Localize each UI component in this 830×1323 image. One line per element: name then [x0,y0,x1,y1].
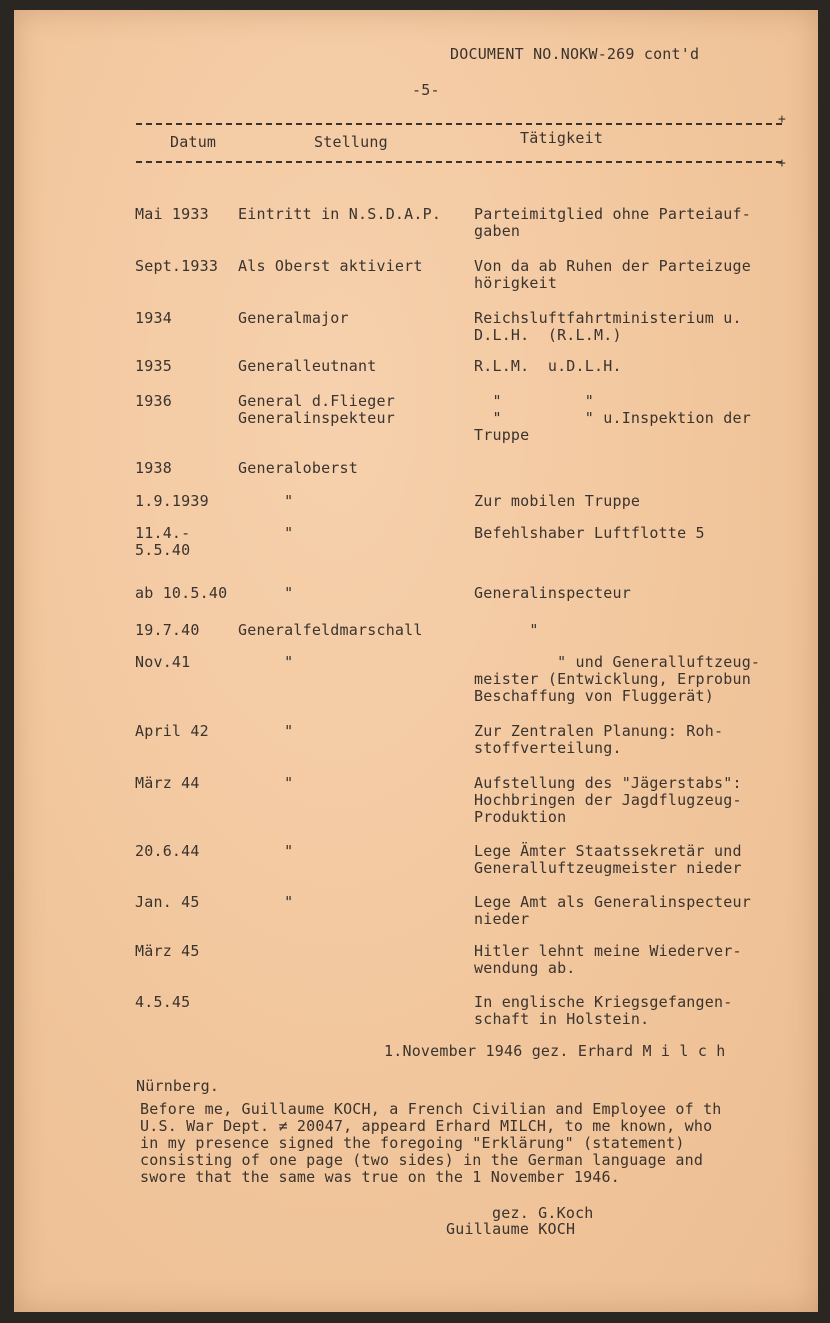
row-position: Als Oberst aktiviert [238,257,423,275]
row-position: Generalmajor [238,309,349,327]
row-date: 11.4.- [135,524,191,542]
row-position: General d.Flieger [238,392,395,410]
row-activity: Hitler lehnt meine Wiederver- [474,942,742,960]
row-activity: " [474,621,539,639]
row-activity: Lege Amt als Generalinspecteur [474,893,751,911]
row-date: März 45 [135,942,200,960]
row-position: Eintritt in N.S.D.A.P. [238,205,442,223]
row-activity: Generalinspecteur [474,584,631,602]
row-activity: " " [474,392,594,410]
row-date: 5.5.40 [135,541,191,559]
rule-end-mark: + [778,156,786,171]
row-activity: Lege Ämter Staatssekretär und [474,842,742,860]
column-header-activity: Tätigkeit [520,129,604,147]
witness-signature: gez. G.Koch [492,1204,594,1222]
row-date: 20.6.44 [135,842,200,860]
row-date: Sept.1933 [135,257,219,275]
affidavit-line: in my presence signed the foregoing "Erklärung" (statement) [140,1134,685,1152]
row-activity: Hochbringen der Jagdflugzeug- [474,791,742,809]
row-activity: schaft in Holstein. [474,1010,650,1028]
row-date: 1935 [135,357,172,375]
row-date: ab 10.5.40 [135,584,228,602]
row-activity: gaben [474,222,521,240]
row-position: " [238,584,294,602]
row-activity: hörigkeit [474,274,558,292]
row-position: " [238,893,294,911]
row-activity: Parteimitglied ohne Parteiauf- [474,205,751,223]
row-position: Generalleutnant [238,357,377,375]
row-activity: Produktion [474,808,567,826]
row-activity: Beschaffung von Fluggerät) [474,687,714,705]
row-activity: wendung ab. [474,959,576,977]
row-date: März 44 [135,774,200,792]
row-position: Generaloberst [238,459,358,477]
row-position: " [238,722,294,740]
row-position: " [238,842,294,860]
row-date: 1936 [135,392,172,410]
column-header-date: Datum [170,133,217,151]
column-header-position: Stellung [314,133,388,151]
row-date: 19.7.40 [135,621,200,639]
place-line: Nürnberg. [136,1077,220,1095]
row-date: 1934 [135,309,172,327]
row-activity: meister (Entwicklung, Erprobun [474,670,751,688]
row-activity: Truppe [474,426,530,444]
affidavit-line: Before me, Guillaume KOCH, a French Civilian and Employee of th [140,1100,722,1118]
row-activity: Aufstellung des "Jägerstabs": [474,774,742,792]
row-position: " [238,653,294,671]
row-activity: stoffverteilung. [474,739,622,757]
row-activity: In englische Kriegsgefangen- [474,993,733,1011]
row-activity: R.L.M. u.D.L.H. [474,357,622,375]
row-activity: D.L.H. (R.L.M.) [474,326,622,344]
witness-name: Guillaume KOCH [446,1220,576,1238]
document-number: DOCUMENT NO.NOKW-269 cont'd [450,45,700,63]
row-activity: Von da ab Ruhen der Parteizuge [474,257,751,275]
row-date: April 42 [135,722,209,740]
row-activity: Generalluftzeugmeister nieder [474,859,742,877]
row-activity: Zur Zentralen Planung: Roh- [474,722,724,740]
row-date: 1938 [135,459,172,477]
row-date: Jan. 45 [135,893,200,911]
row-activity: Befehlshaber Luftflotte 5 [474,524,705,542]
affidavit-line: U.S. War Dept. ≠ 20047, appeard Erhard MILCH, to me known, who [140,1117,713,1135]
rule-end-mark: + [778,112,786,127]
table-top-rule [136,123,782,125]
row-date: 1.9.1939 [135,492,209,510]
document-page [14,10,818,1312]
affidavit-line: swore that the same was true on the 1 November 1946. [140,1168,620,1186]
row-date: Mai 1933 [135,205,209,223]
row-position: " [238,774,294,792]
row-position: Generalfeldmarschall [238,621,423,639]
row-position: Generalinspekteur [238,409,395,427]
row-activity: nieder [474,910,530,928]
row-position: " [238,492,294,510]
page-number: -5- [412,81,440,99]
row-activity: Reichsluftfahrtministerium u. [474,309,742,327]
signature-line: 1.November 1946 gez. Erhard M i l c h [384,1042,726,1060]
row-activity: " " u.Inspektion der [474,409,751,427]
row-date: Nov.41 [135,653,191,671]
row-date: 4.5.45 [135,993,191,1011]
row-activity: " und Generalluftzeug- [474,653,761,671]
table-header-rule [136,161,782,163]
row-position: " [238,524,294,542]
affidavit-line: consisting of one page (two sides) in the German language and [140,1151,704,1169]
row-activity: Zur mobilen Truppe [474,492,641,510]
